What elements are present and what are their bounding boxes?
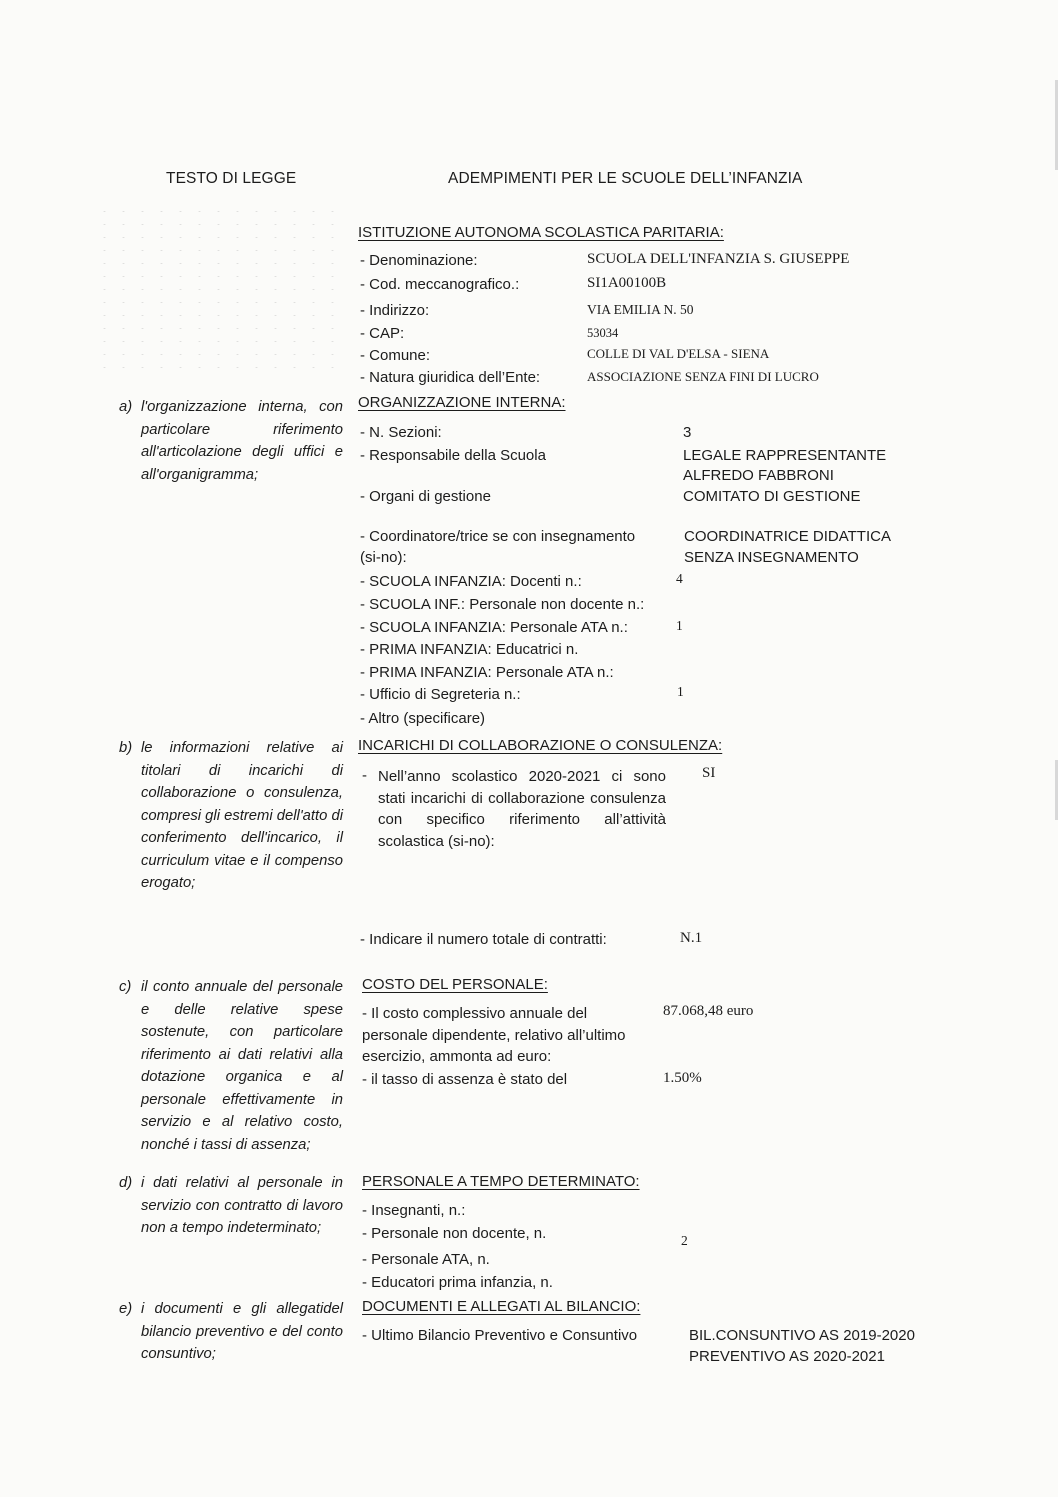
legal-text-c: il conto annuale del personale e delle relative spese sostenute, con particolare riferimento ai dati relativi alla dotazione organica e al personale effettivamente in servizio e al relativo costo, nonché i tassi di assenza;: [141, 979, 343, 1153]
legal-item-a: [119, 396, 343, 486]
value-responsabile-name: ALFREDO FABBRONI: [683, 467, 834, 484]
label-coordinatore-si-no: (si-no):: [360, 549, 407, 566]
legal-marker-d: d): [119, 1175, 133, 1191]
value-segreteria: 1: [677, 684, 684, 699]
label-costo-complessivo: - Il costo complessivo annuale del personale dipendente, relativo all’ultimo esercizio, ammonta ad euro:: [362, 1005, 626, 1065]
column-title-legal: TESTO DI LEGGE: [166, 170, 297, 187]
label-cap: - CAP:: [360, 325, 405, 342]
legal-item-c: [119, 976, 343, 1156]
label-educatrici: - PRIMA INFANZIA: Educatrici n.: [360, 641, 579, 658]
value-natura-giuridica: ASSOCIAZIONE SENZA FINI DI LUCRO: [587, 369, 819, 384]
legal-text-a: l'organizzazione interna, con particolare riferimento all'articolazione degli uffici e all'organigramma;: [141, 399, 343, 483]
legal-marker-e: e): [119, 1301, 133, 1317]
value-coordinatore-1: COORDINATRICE DIDATTICA: [684, 528, 891, 545]
value-organi-gestione: COMITATO DI GESTIONE: [683, 488, 861, 505]
value-indirizzo: VIA EMILIA N. 50: [587, 302, 694, 317]
label-sezioni: - N. Sezioni:: [360, 424, 442, 441]
label-tasso-assenza: - il tasso di assenza è stato del: [362, 1071, 568, 1088]
value-bilancio-preventivo: PREVENTIVO AS 2020-2021: [689, 1348, 885, 1365]
label-bilancio: - Ultimo Bilancio Preventivo e Consuntivo: [362, 1327, 638, 1344]
value-personale-ata: 1: [676, 618, 683, 633]
column-title-adempimenti: ADEMPIMENTI PER LE SCUOLE DELL’INFANZIA: [448, 170, 803, 187]
section-title-determinato: PERSONALE A TEMPO DETERMINATO:: [362, 1173, 640, 1190]
section-title-costo: COSTO DEL PERSONALE:: [362, 976, 548, 993]
legal-item-d: [119, 1172, 343, 1240]
legal-item-e: [119, 1298, 343, 1366]
value-costo-complessivo: 87.068,48 euro: [663, 1003, 754, 1019]
label-non-docente: - Personale non docente, n.: [362, 1225, 547, 1242]
label-responsabile: - Responsabile della Scuola: [360, 447, 546, 464]
value-responsabile-role: LEGALE RAPPRESENTANTE: [683, 447, 887, 464]
value-bilancio-consuntivo: BIL.CONSUNTIVO AS 2019-2020: [689, 1327, 915, 1344]
label-natura-giuridica: - Natura giuridica dell’Ente:: [360, 369, 541, 386]
value-coordinatore-2: SENZA INSEGNAMENTO: [684, 549, 859, 566]
label-organi-gestione: - Organi di gestione: [360, 488, 491, 505]
label-ata: - Personale ATA, n.: [362, 1251, 490, 1268]
value-determinato: 2: [681, 1233, 688, 1248]
section-title-incarichi: INCARICHI DI COLLABORAZIONE O CONSULENZA:: [358, 737, 723, 754]
label-insegnanti: - Insegnanti, n.:: [362, 1202, 466, 1219]
label-comune: - Comune:: [360, 347, 431, 364]
legal-text-b: le informazioni relative ai titolari di incarichi di collaborazione o consulenza, compresi gli estremi dell'atto di conferimento dell'incarico, il curriculum vitae e il compenso erogato;: [141, 740, 343, 891]
legal-marker-c: c): [119, 979, 132, 995]
value-docenti: 4: [676, 571, 683, 586]
value-tasso-assenza: 1.50%: [663, 1070, 702, 1086]
label-altro: - Altro (specificare): [360, 710, 486, 727]
label-denominazione: - Denominazione:: [360, 252, 478, 269]
value-sezioni: 3: [683, 424, 692, 441]
legal-marker-a: a): [119, 399, 133, 415]
legal-marker-b: b): [119, 740, 133, 756]
answer-incarichi: SI: [702, 765, 716, 781]
label-prima-infanzia-ata: - PRIMA INFANZIA: Personale ATA n.:: [360, 664, 614, 681]
question-incarichi: Nell’anno scolastico 2020-2021 ci sono stati incarichi di collaborazione consulenza con specifico riferimento all’attività scolastica (si-no):: [378, 768, 666, 850]
question-dash: -: [362, 767, 367, 784]
scan-noise: [95, 205, 345, 375]
value-cap: 53034: [587, 326, 619, 340]
value-denominazione: SCUOLA DELL'INFANZIA S. GIUSEPPE: [587, 251, 850, 267]
label-indirizzo: - Indirizzo:: [360, 302, 430, 319]
value-comune: COLLE DI VAL D'ELSA - SIENA: [587, 346, 770, 361]
section-title-organizzazione: ORGANIZZAZIONE INTERNA:: [358, 394, 566, 411]
value-numero-contratti: N.1: [680, 930, 703, 946]
legal-text-e: i documenti e gli allegatidel bilancio preventivo e del conto consuntivo;: [141, 1301, 343, 1362]
label-cod-meccanografico: - Cod. meccanografico.:: [360, 276, 520, 293]
label-personale-ata: - SCUOLA INFANZIA: Personale ATA n.:: [360, 619, 628, 636]
label-coordinatore: - Coordinatore/trice se con insegnamento: [360, 528, 636, 545]
label-segreteria: - Ufficio di Segreteria n.:: [360, 686, 521, 703]
value-cod-meccanografico: SI1A00100B: [587, 275, 667, 291]
section-title-istituzione: ISTITUZIONE AUTONOMA SCOLASTICA PARITARIA:: [358, 224, 724, 241]
label-personale-non-docente: - SCUOLA INF.: Personale non docente n.:: [360, 596, 645, 613]
legal-text-d: i dati relativi al personale in servizio con contratto di lavoro non a tempo indeterminato;: [141, 1175, 343, 1236]
label-numero-contratti: - Indicare il numero totale di contratti:: [360, 931, 607, 948]
legal-item-b: [119, 737, 343, 895]
label-educatori: - Educatori prima infanzia, n.: [362, 1274, 553, 1291]
section-title-documenti: DOCUMENTI E ALLEGATI AL BILANCIO:: [362, 1298, 641, 1315]
label-docenti: - SCUOLA INFANZIA: Docenti n.:: [360, 573, 582, 590]
